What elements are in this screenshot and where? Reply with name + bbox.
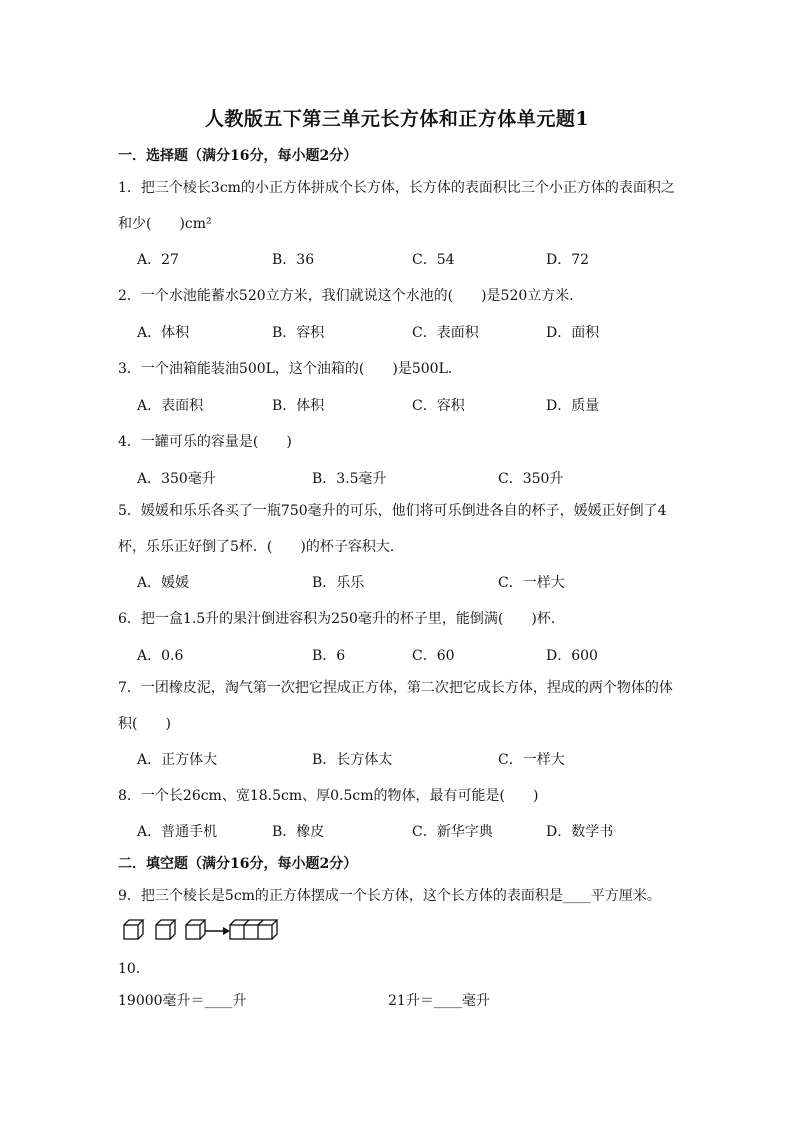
q7-text-line2: 积( ) [118, 716, 171, 732]
q4-option-c[interactable]: C．350升 [498, 471, 564, 487]
cube-2 [156, 920, 175, 939]
page-title: 人教版五下第三单元长方体和正方体单元题1 [204, 108, 590, 130]
q2-text: 2．一个水池能蓄水520立方米，我们就说这个水池的( )是520立方米． [118, 288, 584, 304]
q2-option-d[interactable]: D．面积 [546, 325, 600, 341]
section-choice-heading: 一．选择题（满分16分，每小题2分） [118, 148, 358, 164]
cube-1 [124, 920, 143, 939]
q4-option-a[interactable]: A．350毫升 [137, 471, 216, 487]
q2-option-c[interactable]: C．表面积 [412, 325, 479, 341]
section-fill-heading: 二．填空题（满分16分，每小题2分） [118, 856, 358, 872]
cube-3 [186, 920, 205, 939]
q3-option-c[interactable]: C．容积 [412, 398, 465, 414]
q1-text-line1: 1．把三个棱长3cm的小正方体拼成个长方体，长方体的表面积比三个小正方体的表面积之 [118, 180, 675, 196]
q3-option-d[interactable]: D．质量 [546, 398, 600, 414]
q3-text: 3．一个油箱能装油500L，这个油箱的( )是500L． [118, 361, 462, 377]
q7-option-a[interactable]: A．正方体大 [137, 752, 218, 768]
q5-option-a[interactable]: A．媛媛 [137, 575, 190, 591]
q6-option-b[interactable]: B．6 [312, 648, 346, 664]
arrow-icon [205, 927, 230, 935]
cuboid-result [230, 920, 277, 939]
q6-option-a[interactable]: A．0.6 [137, 648, 184, 664]
q5-option-c[interactable]: C．一样大 [498, 575, 565, 591]
q6-option-d[interactable]: D．600 [546, 648, 598, 664]
q7-option-c[interactable]: C．一样大 [498, 752, 565, 768]
q8-option-c[interactable]: C．新华字典 [412, 824, 493, 840]
q5-option-b[interactable]: B．乐乐 [312, 575, 365, 591]
q1-option-b[interactable]: B．36 [272, 252, 315, 268]
q3-option-a[interactable]: A．表面积 [137, 398, 204, 414]
q6-option-c[interactable]: C．60 [412, 648, 455, 664]
q10-blank-right[interactable]: 21升＝____毫升 [388, 993, 490, 1009]
q2-option-a[interactable]: A．体积 [137, 325, 190, 341]
q4-text: 4．一罐可乐的容量是( ) [118, 434, 292, 450]
q3-option-b[interactable]: B．体积 [272, 398, 325, 414]
q10-blank-left[interactable]: 19000毫升＝____升 [118, 993, 247, 1009]
q7-option-b[interactable]: B．长方体太 [312, 752, 393, 768]
q8-option-d[interactable]: D．数学书 [546, 824, 614, 840]
q10-label: 10． [118, 961, 150, 977]
q8-text: 8．一个长26cm、宽18.5cm、厚0.5cm的物体，最有可能是( ) [118, 788, 539, 804]
q5-text-line2: 杯，乐乐正好倒了5杯．( )的杯子容积大． [118, 539, 404, 555]
q7-text-line1: 7．一团橡皮泥，淘气第一次把它捏成正方体，第二次把它成长方体，捏成的两个物体的体 [118, 680, 673, 696]
q5-text-line1: 5．媛媛和乐乐各买了一瓶750毫升的可乐，他们将可乐倒进各自的杯子，媛媛正好倒了4 [118, 503, 667, 519]
q1-option-c[interactable]: C．54 [412, 252, 455, 268]
q2-option-b[interactable]: B．容积 [272, 325, 325, 341]
q1-text-line2: 和少( )cm² [118, 216, 212, 232]
q6-text: 6．把一盒1.5升的果汁倒进容积为250毫升的杯子里，能倒满( )杯． [118, 611, 565, 627]
q1-option-a[interactable]: A．27 [137, 252, 179, 268]
q4-option-b[interactable]: B．3.5毫升 [312, 471, 387, 487]
q1-option-d[interactable]: D．72 [546, 252, 590, 268]
cube-arrangement-figure [123, 918, 283, 942]
q9-text: 9．把三个棱长是5cm的正方体摆成一个长方体，这个长方体的表面积是____平方厘米。 [118, 888, 661, 904]
q8-option-b[interactable]: B．橡皮 [272, 824, 325, 840]
q8-option-a[interactable]: A．普通手机 [137, 824, 218, 840]
